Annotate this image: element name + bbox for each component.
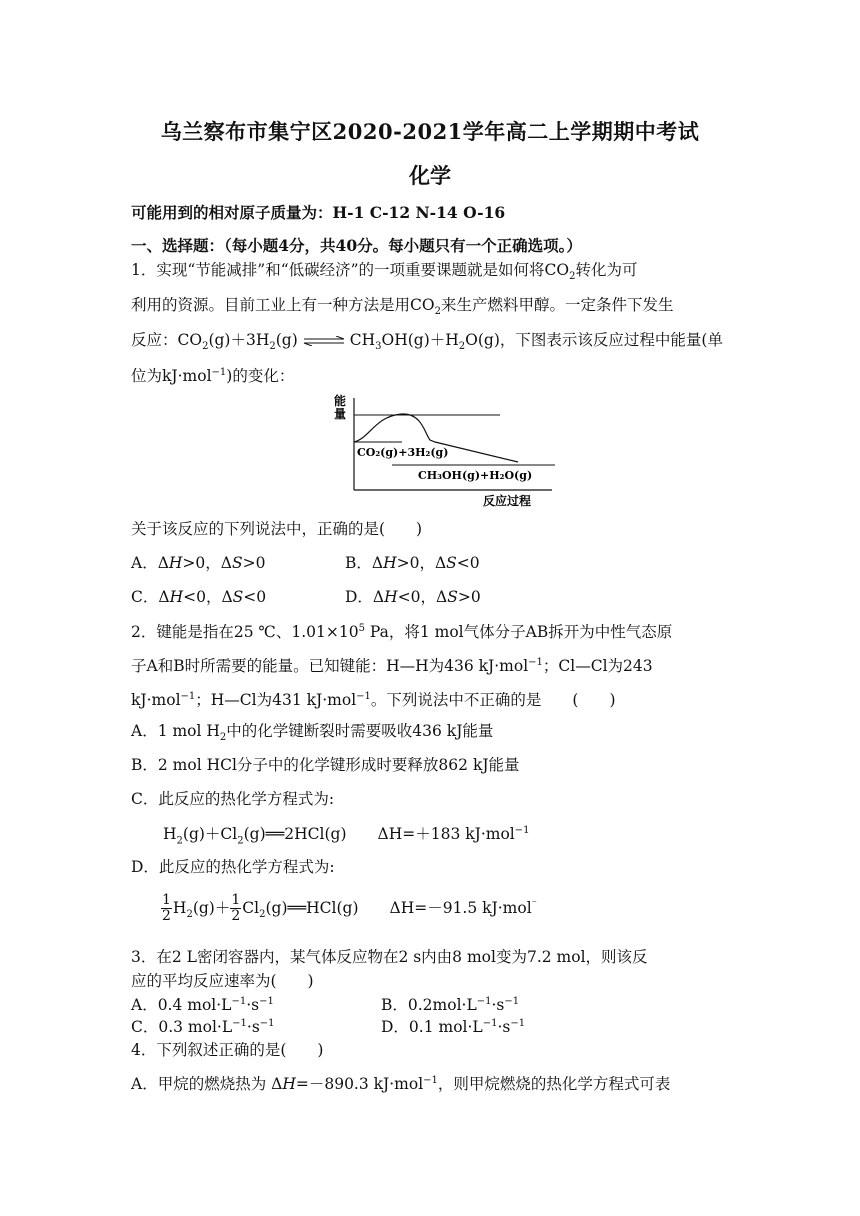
q2-option-b[interactable]: B．2 mol HCl分子中的化学键形成时要释放862 kJ能量 <box>131 756 520 774</box>
diagram-products-label: CH₃OH(g)+H₂O(g) <box>418 469 533 482</box>
q2-option-d-equation: $\frac{1}{2}$ $H_2(g)+$ $\frac{1}{2}$ $Cl_2(g)══HCl(g)$ ΔH=－91.5 kJ·mol⁻ <box>162 892 537 925</box>
q3-option-a[interactable]: A．0.4 $mol\cdot L^{-1}\cdot s^{-1}$ <box>131 996 274 1015</box>
section-heading: 一、选择题：（每小题4分，共40分。每小题只有一个正确选项。） <box>131 236 582 255</box>
q1-option-d[interactable]: D．ΔH<0，ΔS>0 <box>345 588 481 606</box>
q4-option-a[interactable]: A．甲烷的燃烧热为 ΔH=－890.3 kJ·mol$^{-1}$，则甲烷燃烧的热化学方程式可表 <box>131 1075 671 1094</box>
exam-subject: 化学 <box>409 163 451 188</box>
diagram-reactants-label: CO₂(g)+3H₂(g) <box>357 446 449 459</box>
q4-stem: 4．下列叙述正确的是( ) <box>131 1041 324 1059</box>
q2-line-2: 子A和B时所需要的能量。已知键能：H—H为436 kJ·mol$^{-1}$；Cl—Cl为243 <box>131 657 653 676</box>
q1-option-a[interactable]: A．ΔH>0，ΔS>0 <box>131 554 266 572</box>
q1-line-1: 1．实现“节能减排”和“低碳经济”的一项重要课题就是如何将$CO_2$转化为可 <box>131 261 638 283</box>
q2-line-1: 2．键能是指在25 ℃、$1.01\times 10^5$ Pa，将1 mol气体分子AB拆开为中性气态原 <box>131 623 673 642</box>
q2-option-d[interactable]: D．此反应的热化学方程式为: <box>131 858 335 876</box>
q1-option-b[interactable]: B．ΔH>0，ΔS<0 <box>345 554 480 572</box>
fraction-half: $\frac{1}{2}$ <box>162 892 171 925</box>
q1-line-3: 反应：$CO_2(g)+3H_2(g)$ $CH_3OH(g)+H_2O(g)$，下图表示该反应过程中能量(单 <box>131 331 723 353</box>
q1-stem: 关于该反应的下列说法中，正确的是( ) <box>131 520 423 538</box>
atomic-mass-line: 可能用到的相对原子质量为：H-1 C-12 N-14 O-16 <box>131 203 506 222</box>
q2-option-c-equation: $H_2(g)+Cl_2(g)══2HCl(g)$ ΔH=＋183 kJ·mol$^{-1}$ <box>163 825 530 847</box>
q2-option-c[interactable]: C．此反应的热化学方程式为: <box>131 790 335 808</box>
fraction-half: $\frac{1}{2}$ <box>231 892 241 925</box>
diagram-ylabel-1: 能 <box>334 394 347 408</box>
energy-diagram <box>330 392 560 510</box>
q2-line-3: kJ·mol$^{-1}$；H—Cl为431 kJ·mol$^{-1}$。下列说法中不正确的是 ( ) <box>131 691 616 710</box>
q1-line-4: 位为kJ·mol$^{-1}$)的变化： <box>131 367 295 386</box>
q1-line-2: 利用的资源。目前工业上有一种方法是用$CO_2$来生产燃料甲醇。一定条件下发生 <box>131 296 674 318</box>
diagram-xlabel: 反应过程 <box>483 494 532 508</box>
diagram-ylabel-2: 量 <box>334 407 347 421</box>
q3-option-b[interactable]: B．$0.2mol\cdot L^{-1}\cdot s^{-1}$ <box>381 996 520 1015</box>
exam-title: 乌兰察布市集宁区2020-2021学年高二上学期期中考试 <box>160 119 700 144</box>
equilibrium-arrow-icon <box>302 336 346 346</box>
q1-option-c[interactable]: C．ΔH<0，ΔS<0 <box>131 588 267 606</box>
q2-option-a[interactable]: A．1 mol $H_2$中的化学键断裂时需要吸收436 kJ能量 <box>131 722 494 744</box>
q3-option-d[interactable]: D．0.1 $mol\cdot L^{-1}\cdot s^{-1}$ <box>381 1018 526 1037</box>
q3-line-1: 3．在2 L密闭容器内，某气体反应物在2 s内由8 mol变为7.2 mol，则该反 <box>131 948 648 966</box>
q3-option-c[interactable]: C．0.3 $mol\cdot L^{-1}\cdot s^{-1}$ <box>131 1018 275 1037</box>
q3-line-2: 应的平均反应速率为( ) <box>131 972 314 990</box>
